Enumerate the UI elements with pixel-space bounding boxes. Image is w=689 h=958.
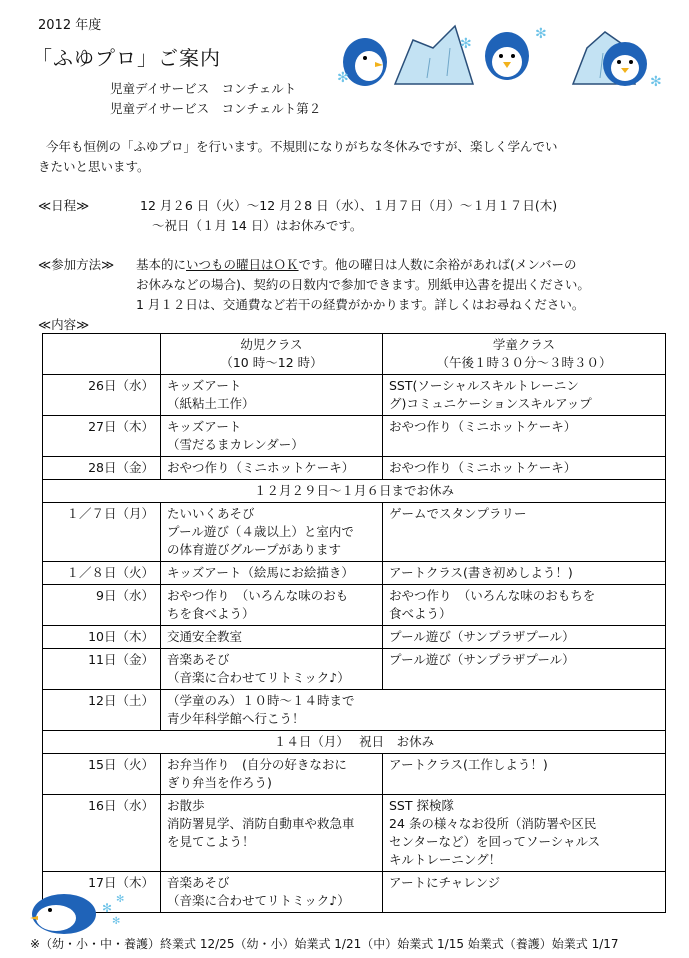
table-row [43, 649, 666, 690]
table-header-row [43, 334, 666, 375]
page-title: 「ふゆプロ」ご案内 [32, 46, 221, 70]
holiday-row [43, 731, 666, 754]
row-school: おやつ作り（ミニホットケーキ） [383, 457, 666, 480]
row-school: ゲームでスタンプラリー [383, 503, 666, 562]
row-preschool: キッズアート （紙粘土工作） [161, 375, 383, 416]
table-header-preschool: 幼児クラス （10 時～12 時） [161, 334, 383, 375]
row-date: 9日（水） [43, 585, 161, 626]
row-date: 11日（金） [43, 649, 161, 690]
penguin-iceberg-illustration [335, 18, 665, 88]
svg-text:✻: ✻ [337, 70, 349, 86]
row-school: SST 探検隊 24 条の様々なお役所（消防署や区民 センターなど）を回ってソーシャルス キルトレーニング！ [383, 795, 666, 872]
join-line-1-post: です。他の曜日は人数に余裕があれば(メンバーの [298, 257, 577, 272]
row-date: 10日（木） [43, 626, 161, 649]
join-label: ≪参加方法≫ [38, 257, 115, 272]
row-date: 28日（金） [43, 457, 161, 480]
join-line-1-underlined: いつもの曜日はＯＫ [186, 257, 299, 272]
row-combined: （学童のみ）１０時～１４時まで 青少年科学館へ行こう！ [161, 690, 666, 731]
table-header-school: 学童クラス （午後１時３０分～３時３０） [383, 334, 666, 375]
row-school: アートクラス(工作しよう！) [383, 754, 666, 795]
table-row [43, 562, 666, 585]
row-school: アートにチャレンジ [383, 872, 666, 913]
row-preschool: たいいくあそび プール遊び（４歳以上）と室内で の体育遊びグループがあります [161, 503, 383, 562]
row-date: 15日（火） [43, 754, 161, 795]
row-preschool: 交通安全教室 [161, 626, 383, 649]
table-row [43, 503, 666, 562]
row-preschool: おやつ作り（ミニホットケーキ） [161, 457, 383, 480]
row-date: 16日（水） [43, 795, 161, 872]
intro-line-1: 今年も恒例の「ふゆプロ」を行います。不規則になりがちな冬休みですが、楽しく学んでい [46, 139, 558, 154]
holiday-row [43, 480, 666, 503]
penguin-bottom-illustration [24, 888, 134, 936]
row-date: 26日（水） [43, 375, 161, 416]
row-preschool: お散歩 消防署見学、消防自動車や救急車 を見てこよう！ [161, 795, 383, 872]
join-line-1-pre: 基本的に [136, 257, 187, 272]
table-row [43, 690, 666, 731]
intro-line-2: きたいと思います。 [38, 159, 150, 174]
svg-text:✻: ✻ [535, 26, 547, 42]
join-line-1 [136, 255, 577, 273]
row-preschool: キッズアート （雪だるまカレンダー） [161, 416, 383, 457]
table-header-date [43, 334, 161, 375]
table-row [43, 416, 666, 457]
join-line-3: 1 月１２日は、交通費など若干の経費がかかります。詳しくはお尋ねください。 [136, 297, 585, 312]
table-row [43, 872, 666, 913]
contents-label: ≪内容≫ [38, 317, 90, 332]
join-line-2: お休みなどの場合)、契約の日数内で参加できます。別紙申込書を提出ください。 [136, 277, 590, 292]
row-preschool: お弁当作り (自分の好きなおに ぎり弁当を作ろう) [161, 754, 383, 795]
row-date: 17日（木） [43, 872, 161, 913]
facility-name-2: 児童デイサービス コンチェルト第２ [110, 101, 322, 116]
svg-text:✻: ✻ [116, 894, 125, 905]
table-row [43, 375, 666, 416]
row-school: プール遊び（サンプラザプール） [383, 649, 666, 690]
row-preschool: キッズアート（絵馬にお絵描き） [161, 562, 383, 585]
facility-name-1: 児童デイサービス コンチェルト [110, 81, 297, 96]
fiscal-year: 2012 年度 [38, 18, 102, 33]
row-preschool: おやつ作り （いろんな味のおも ちを食べよう） [161, 585, 383, 626]
svg-text:✻: ✻ [102, 901, 113, 915]
row-date: 12日（土） [43, 690, 161, 731]
schedule-line-1: 12 月２6 日（火）～12 月２8 日（水）、１月７日（月）～１月１７日(木) [140, 198, 558, 213]
schedule-table [42, 333, 666, 913]
table-row [43, 457, 666, 480]
schedule-label: ≪日程≫ [38, 198, 90, 213]
row-school: プール遊び（サンプラザプール） [383, 626, 666, 649]
row-school: SST(ソーシャルスキルトレーニン グ)コミュニケーションスキルアップ [383, 375, 666, 416]
row-date: １／８日（火） [43, 562, 161, 585]
row-school: おやつ作り（ミニホットケーキ） [383, 416, 666, 457]
holiday-note: １４日（月） 祝日 お休み [43, 731, 666, 754]
row-school: アートクラス(書き初めしよう！) [383, 562, 666, 585]
table-row [43, 585, 666, 626]
svg-text:✻: ✻ [650, 74, 662, 88]
holiday-note: １２月２９日～１月６日までお休み [43, 480, 666, 503]
footnote: ※（幼・小・中・養護）終業式 12/25（幼・小）始業式 1/21（中）始業式 1/15 始業式（養護）始業式 1/17 [30, 937, 619, 951]
table-row [43, 754, 666, 795]
schedule-line-2: ～祝日（１月 14 日）はお休みです。 [152, 218, 363, 233]
row-school: おやつ作り （いろんな味のおもちを 食べよう） [383, 585, 666, 626]
svg-text:✻: ✻ [112, 916, 121, 927]
row-date: １／７日（月） [43, 503, 161, 562]
table-row [43, 626, 666, 649]
row-preschool: 音楽あそび （音楽に合わせてリトミック♪） [161, 872, 383, 913]
row-date: 27日（木） [43, 416, 161, 457]
table-row [43, 795, 666, 872]
svg-text:✻: ✻ [460, 36, 472, 52]
row-preschool: 音楽あそび （音楽に合わせてリトミック♪） [161, 649, 383, 690]
